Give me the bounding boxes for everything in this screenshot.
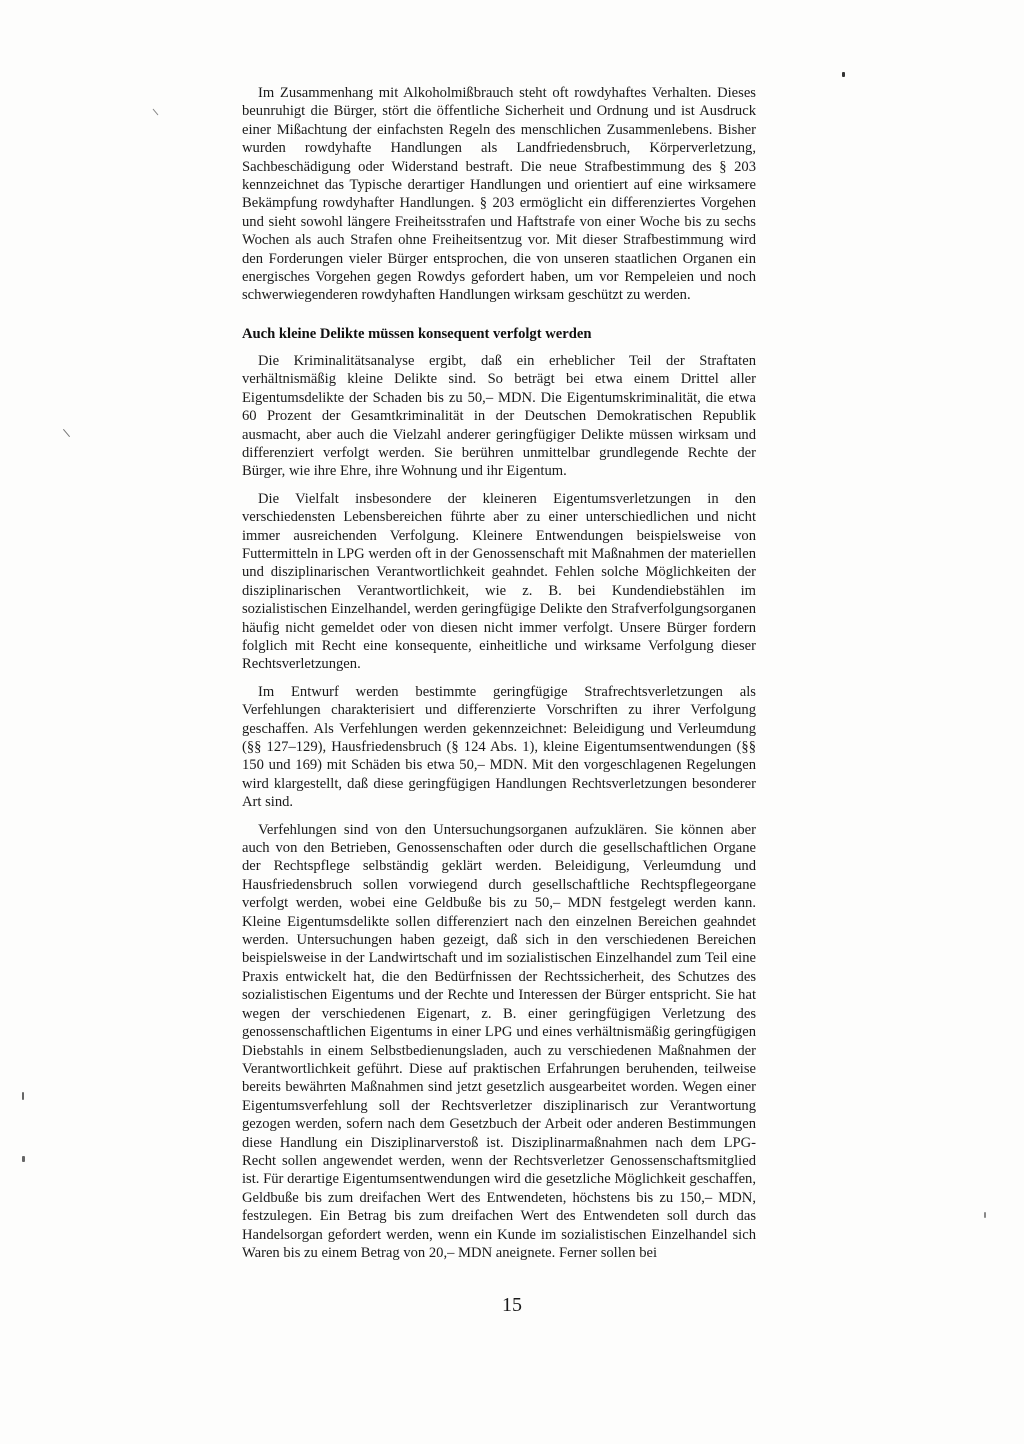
paragraph-kriminalitaetsanalyse: Die Kriminalitätsanalyse ergibt, daß ein erheblicher Teil der Straftaten verhältnismäßig kleine Delikte sind. So beträgt bei etwa einem Drittel aller Eigentumsdelikte der Schaden bis zu 50,– MDN. Die Eigentumskriminalität, die etwa 60 Prozent der Gesamtkriminalität in der Deutschen Demokratischen Republik ausmacht, aber auch die Vielzahl anderer geringfügiger Delikte müssen wirksam und differenziert verfolgt werden. Sie berühren unmittelbar grundlegende Rechte der Bürger, wie ihre Ehre, ihre Wohnung und ihr Eigentum. [242,352,756,480]
scan-speck [22,1156,25,1162]
page-number: 15 [502,1294,522,1316]
scan-speck [22,1092,24,1100]
scan-speck [63,429,70,437]
paragraph-entwurf: Im Entwurf werden bestimmte geringfügige Strafrechtsverletzungen als Verfehlungen charakterisiert und differenzierte Vorschriften zu ihrer Verfolgung geschaffen. Als Verfehlungen werden gekennzeichnet: Beleidigung und Verleumdung (§§ 127–129), Hausfriedensbruch (§ 124 Abs. 1), kleine Eigentumsentwendungen (§§ 150 und 169) mit Schäden bis etwa 50,– MDN. Mit den vorgeschlagenen Regelungen wird klargestellt, daß diese geringfügigen Handlungen Rechtsverletzungen besonderer Art sind. [242,683,756,811]
section-heading: Auch kleine Delikte müssen konsequent verfolgt werden [242,325,592,342]
paragraph-rowdy: Im Zusammenhang mit Alkoholmißbrauch steht oft rowdyhaftes Verhalten. Dieses beunruhigt die Bürger, stört die öffentliche Sicherheit und Ordnung und ist Ausdruck einer Mißachtung der einfachsten Regeln des menschlichen Zusammenlebens. Bisher wurden rowdyhafte Handlungen als Landfriedensbruch, Körperverletzung, Sachbeschädigung oder Widerstand bestraft. Die neue Strafbestimmung des § 203 kennzeichnet das Typische derartiger Handlungen und orientiert auf eine wirksamere Bekämpfung rowdyhafter Handlungen. § 203 ermöglicht ein differenziertes Vorgehen und sieht sowohl längere Freiheitsstrafen und Haftstrafe von einer Woche bis zu sechs Wochen als auch Strafen ohne Freiheitsentzug vor. Mit dieser Strafbestimmung wird den Forderungen vieler Bürger entsprochen, die von unseren staatlichen Organen ein energisches Vorgehen gegen Rowdys gefordert haben, um vor Rempeleien und noch schwerwiegenderen rowdyhaften Handlungen wirksam geschützt zu werden. [242,85,756,304]
paragraph-vielfalt: Die Vielfalt insbesondere der kleineren Eigentumsverletzungen in den verschiedensten Lebensbereichen führte aber zu einer unterschiedlichen und nicht immer ausreichenden Verfolgung. Kleinere Entwendungen beispielsweise von Futtermitteln in LPG werden oft in der Genossenschaft mit Maßnahmen der materiellen und disziplinarischen Verantwortlichkeit geahndet. Fehlen solche Möglichkeiten der disziplinarischen Verantwortlichkeit, wie z. B. bei Kundendiebstählen im sozialistischen Einzelhandel, werden geringfügige Delikte den Strafverfolgungsorganen häufig nicht gemeldet oder von diesen nicht immer verfolgt. Unsere Bürger fordern folglich mit Recht eine konsequente, einheitliche und wirksame Verfolgung dieser Rechtsverletzungen. [242,490,756,673]
body-text-column [242,84,756,1271]
paragraph-verfehlungen: Verfehlungen sind von den Untersuchungsorganen aufzuklären. Sie können aber auch von den Betrieben, Genossenschaften oder durch die gesellschaftlichen Organe der Rechtspflege selbständig geklärt werden. Beleidigung, Verleumdung und Hausfriedensbruch sollen vorwiegend durch gesellschaftliche Rechtspflegeorgane verfolgt werden, wobei eine Geldbuße bis zu 50,– MDN festgelegt werden kann. Kleine Eigentumsdelikte sollen differenziert nach den einzelnen Bereichen geahndet werden. Untersuchungen haben gezeigt, daß sich in den verschiedenen Bereichen beispielsweise in der Landwirtschaft und im sozialistischen Einzelhandel zum Teil eine Praxis entwickelt hat, die den Bedürfnissen der Rechtssicherheit, des Schutzes des sozialistischen Eigentums und der Rechte und Interessen der Bürger entspricht. Sie hat wegen der verschiedenen Eigenart, z. B. einer geringfügigen Verletzung des genossenschaftlichen Eigentums in einer LPG und eines verhältnismäßig geringfügigen Diebstahls in einem Selbstbedienungsladen, auch zu verschiedenen Maßnahmen der Verantwortlichkeit geführt. Diese auf praktischen Erfahrungen beruhenden, teilweise bereits bewährten Maßnahmen sind jetzt gesetzlich ausgearbeitet worden. Wegen einer Eigentumsverfehlung soll der Rechtsverletzer disziplinarisch zur Verantwortung gezogen werden, sofern nach dem Gesetzbuch der Arbeit oder anderen Bestimmungen diese Handlung ein Disziplinarverstoß ist. Disziplinarmaßnahmen nach dem LPG-Recht sollen angewendet werden, wenn der Rechtsverletzer Genossenschaftsmitglied ist. Für derartige Eigentumsentwendungen wird die gesetzliche Möglichkeit geschaffen, Geldbuße bis zum dreifachen Wert des Entwendeten, höchstens bis zu 150,– MDN, festzulegen. Ein Betrag bis zum dreifachen Wert des Entwendeten soll durch das Handelsorgan gefordert werden, wenn ein Kunde im sozialistischen Einzelhandel sich Waren bis zu einem Betrag von 20,– MDN aneignete. Ferner sollen bei [242,821,756,1261]
scan-speck [984,1212,986,1218]
scan-speck [842,72,845,77]
scan-speck [153,109,159,116]
